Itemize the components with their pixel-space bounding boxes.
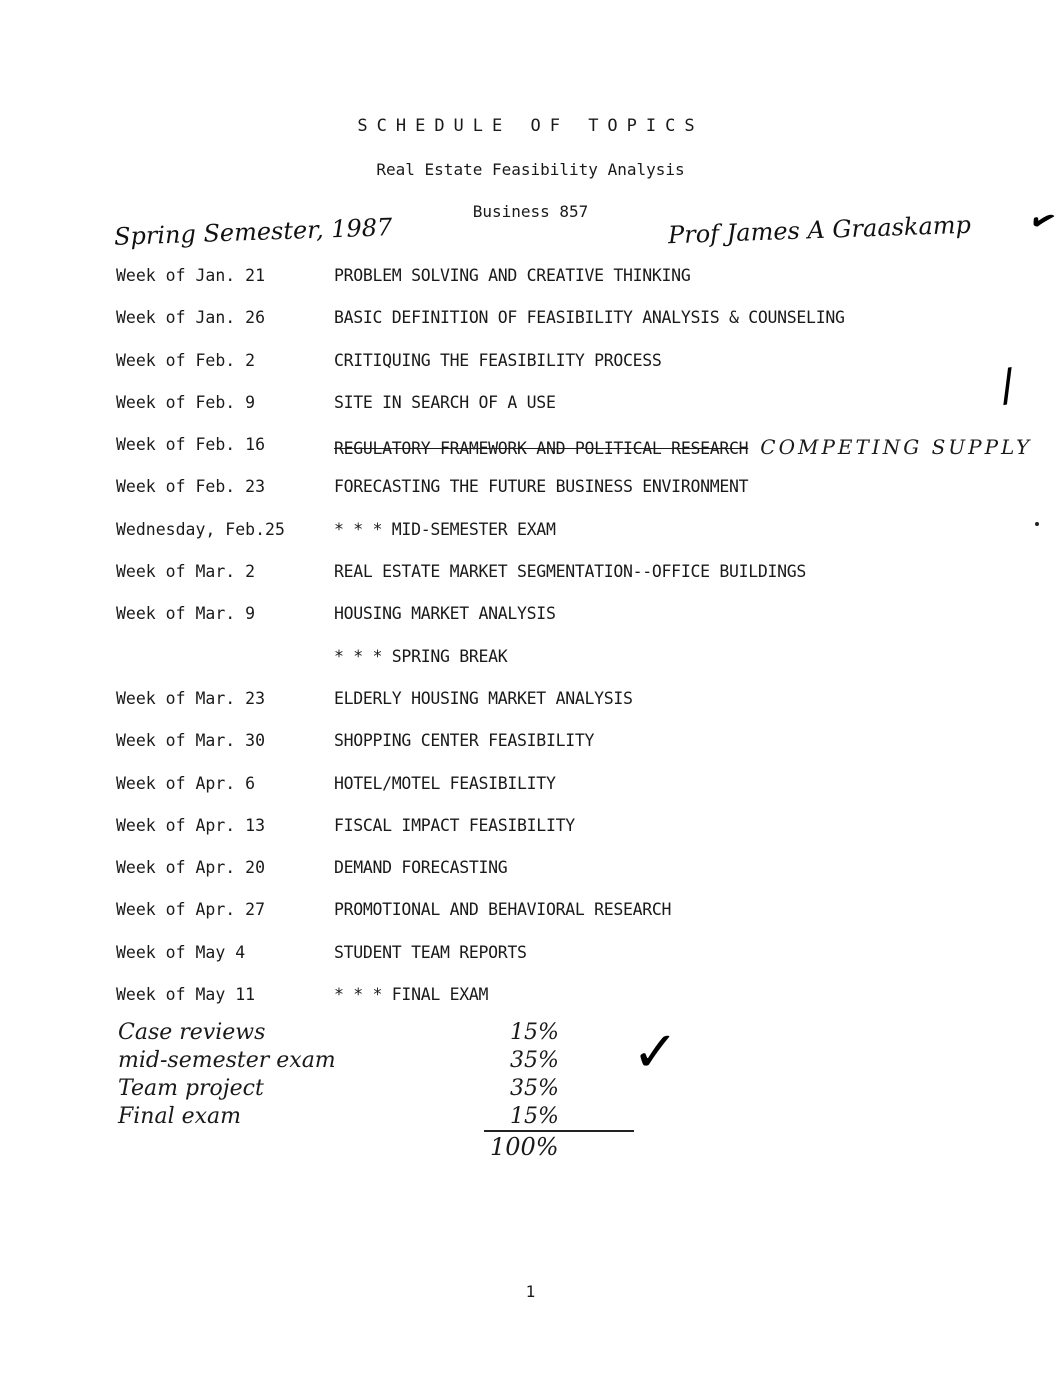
page-number: 1: [525, 1282, 536, 1301]
topic-label: * * * SPRING BREAK: [334, 646, 508, 666]
page-title: SCHEDULE OF TOPICS: [357, 116, 704, 136]
week-label: Week of Mar. 23: [116, 688, 266, 708]
handwritten-replacement-topic: COMPETING SUPPLY: [760, 435, 1033, 460]
topic-label: DEMAND FORECASTING: [334, 858, 508, 878]
grade-item-value: 35%: [510, 1076, 559, 1101]
week-label: Wednesday, Feb.25: [116, 519, 285, 539]
week-label: Week of Feb. 2: [116, 350, 256, 370]
checkmark-icon: ✓: [632, 1020, 679, 1085]
topic-label: REAL ESTATE MARKET SEGMENTATION--OFFICE BUILDINGS: [334, 562, 807, 582]
topic-label: SHOPPING CENTER FEASIBILITY: [334, 731, 595, 751]
semester-handwritten-note: Spring Semester, 1987: [113, 213, 393, 251]
week-label: Week of Apr. 13: [116, 815, 266, 835]
week-label: Week of Jan. 21: [116, 266, 266, 285]
week-label: Week of May 4: [116, 942, 246, 962]
topic-label: STUDENT TEAM REPORTS: [334, 942, 527, 962]
ink-dot-icon: [1035, 522, 1039, 526]
topic-label: PROMOTIONAL AND BEHAVIORAL RESEARCH: [334, 900, 672, 920]
week-label: Week of May 11: [116, 985, 256, 1005]
week-label: Week of Mar. 9: [116, 604, 256, 624]
week-label: Week of Jan. 26: [116, 308, 266, 328]
grade-item-label: Case reviews: [118, 1020, 266, 1045]
week-label: Week of Feb. 23: [116, 477, 266, 497]
topic-label: FISCAL IMPACT FEASIBILITY: [334, 815, 575, 835]
grade-item-value: 35%: [510, 1048, 559, 1073]
topic-label: HOTEL/MOTEL FEASIBILITY: [334, 773, 556, 793]
pen-stroke-icon: /: [995, 359, 1020, 412]
topic-label: * * * MID-SEMESTER EXAM: [334, 519, 556, 539]
topic-label: BASIC DEFINITION OF FEASIBILITY ANALYSIS & COUNSELING: [334, 308, 845, 328]
week-label: Week of Apr. 6: [116, 773, 256, 793]
week-label: Week of Feb. 9: [116, 392, 256, 412]
grade-item-label: Team project: [118, 1076, 264, 1101]
grade-total: 100%: [490, 1133, 559, 1161]
grade-item-label: mid-semester exam: [118, 1048, 336, 1073]
week-label: Week of Feb. 16: [116, 435, 266, 455]
topic-label: HOUSING MARKET ANALYSIS: [334, 604, 556, 624]
grade-item-value: 15%: [510, 1104, 559, 1129]
week-label: Week of Mar. 2: [116, 562, 256, 582]
check-mark-icon: ✔: [1024, 200, 1061, 243]
struck-topic-label: REGULATORY FRAMEWORK AND POLITICAL RESEARCH: [334, 439, 749, 459]
topic-label: SITE IN SEARCH OF A USE: [334, 392, 556, 412]
course-number: Business 857: [472, 202, 589, 221]
week-label: Week of Apr. 27: [116, 900, 266, 920]
topic-label: * * * FINAL EXAM: [334, 985, 489, 1005]
week-label: Week of Apr. 20: [116, 858, 266, 878]
total-underline: [484, 1130, 634, 1132]
topic-label: CRITIQUING THE FEASIBILITY PROCESS: [334, 350, 662, 370]
topic-label: FORECASTING THE FUTURE BUSINESS ENVIRONMENT: [334, 477, 749, 497]
professor-handwritten-note: Prof James A Graaskamp: [667, 210, 972, 250]
topic-label: ELDERLY HOUSING MARKET ANALYSIS: [334, 688, 633, 708]
grade-item-value: 15%: [510, 1020, 559, 1045]
week-label: Week of Mar. 30: [116, 731, 266, 751]
grade-item-label: Final exam: [118, 1104, 242, 1129]
course-subtitle: Real Estate Feasibility Analysis: [376, 160, 685, 179]
topic-label: PROBLEM SOLVING AND CREATIVE THINKING: [334, 266, 691, 285]
topic-label-container: [334, 435, 1032, 459]
